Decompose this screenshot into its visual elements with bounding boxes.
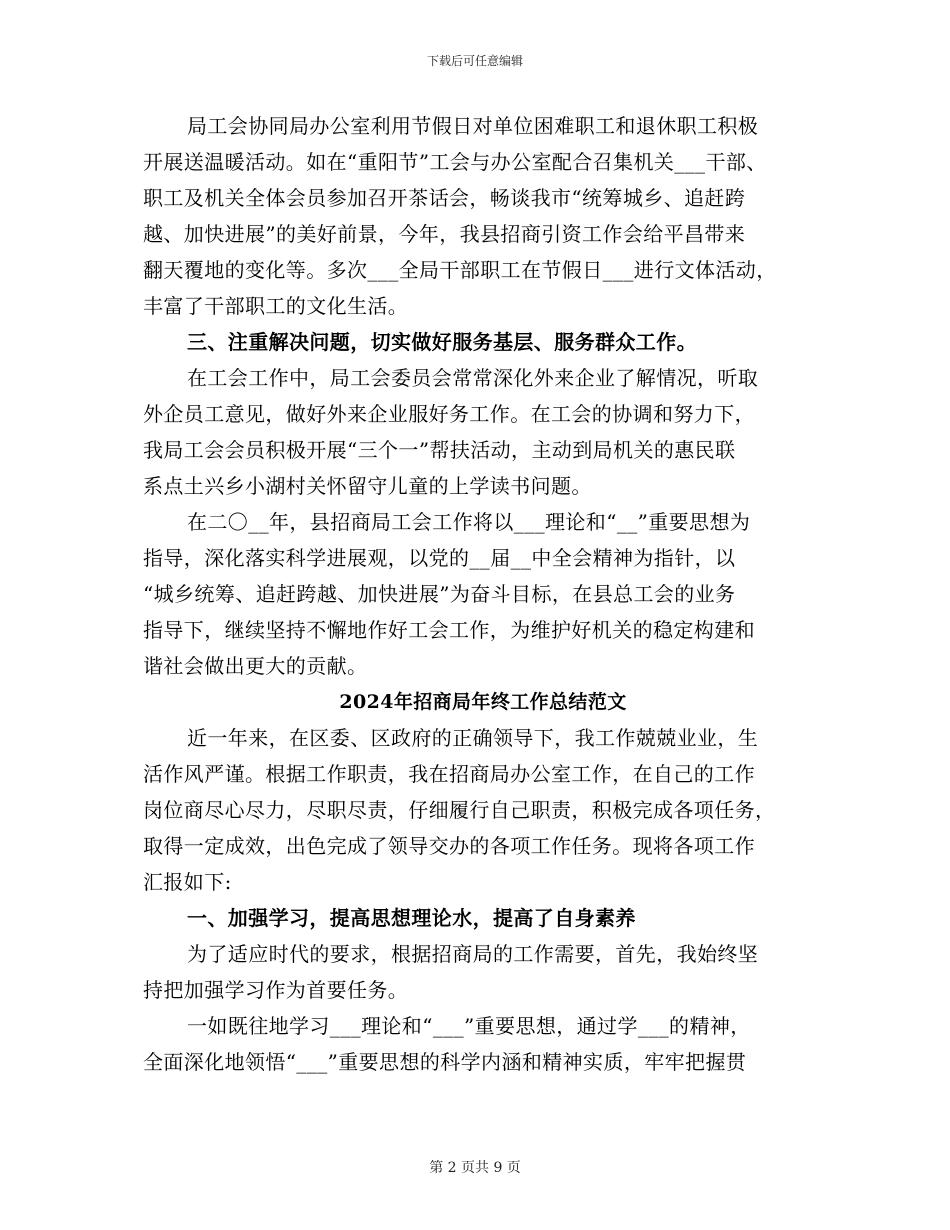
paragraph-line: 翻天覆地的变化等。多次___全局干部职工在节假日___进行文体活动， bbox=[143, 258, 777, 282]
paragraph-line: 汇报如下: bbox=[143, 870, 232, 894]
page-header: 下载后可任意编辑 bbox=[426, 54, 523, 68]
paragraph-line: 职工及机关全体会员参加召开茶话会，畅谈我市“统筹城乡、追赶跨 bbox=[143, 186, 746, 210]
paragraph-line: 取得一定成效，出色完成了领导交办的各项工作任务。现将各项工作 bbox=[143, 834, 755, 858]
section-heading: 一、加强学习，提高思想理论水，提高了自身素养 bbox=[187, 906, 636, 930]
paragraph-line: 为了适应时代的要求，根据招商局的工作需要，首先，我始终坚 bbox=[187, 942, 759, 966]
paragraph-line: 指导下，继续坚持不懈地作好工会工作，为维护好机关的稳定构建和 bbox=[143, 618, 755, 642]
paragraph-line: 越、加快进展”的美好前景，今年，我县招商引资工作会给平昌带来 bbox=[143, 222, 746, 246]
document-title: 2024年招商局年终工作总结范文 bbox=[339, 691, 627, 713]
paragraph-line: 外企员工意见，做好外来企业服好务工作。在工会的协调和努力下， bbox=[143, 402, 755, 426]
paragraph-line: “城乡统筹、追赶跨越、加快进展”为奋斗目标，在县总工会的业务 bbox=[143, 582, 736, 606]
paragraph-line: 丰富了干部职工的文化生活。 bbox=[143, 294, 409, 318]
paragraph-line: 在工会工作中，局工会委员会常常深化外来企业了解情况，听取 bbox=[187, 366, 759, 390]
paragraph-line: 全面深化地领悟“___”重要思想的科学内涵和精神实质，牢牢把握贯 bbox=[143, 1050, 747, 1074]
paragraph-line: 持把加强学习作为首要任务。 bbox=[143, 978, 409, 1002]
paragraph-line: 指导，深化落实科学进展观，以党的__届__中全会精神为指针，以 bbox=[143, 546, 736, 570]
paragraph-line: 局工会协同局办公室利用节假日对单位困难职工和退休职工积极 bbox=[187, 114, 759, 138]
paragraph-line: 岗位商尽心尽力，尽职尽责，仔细履行自己职责，积极完成各项任务， bbox=[143, 798, 776, 822]
paragraph-line: 一如既往地学习___理论和“___”重要思想，通过学___的精神， bbox=[187, 1014, 751, 1038]
paragraph-line: 近一年来，在区委、区政府的正确领导下，我工作兢兢业业，生 bbox=[187, 726, 759, 750]
paragraph-line: 开展送温暖活动。如在“重阳节”工会与办公室配合召集机关___干部、 bbox=[143, 150, 767, 174]
document-body bbox=[143, 108, 823, 1080]
paragraph-line: 在二〇__年，县招商局工会工作将以___理论和“__”重要思想为 bbox=[187, 510, 751, 534]
paragraph-line: 谐社会做出更大的贡献。 bbox=[143, 654, 368, 678]
section-heading: 三、注重解决问题，切实做好服务基层、服务群众工作。 bbox=[187, 330, 697, 354]
paragraph-line: 系点土兴乡小湖村关怀留守儿童的上学读书问题。 bbox=[143, 474, 592, 498]
page-footer: 第 2 页共 9 页 bbox=[429, 1160, 521, 1176]
paragraph-line: 活作风严谨。根据工作职责，我在招商局办公室工作，在自己的工作 bbox=[143, 762, 755, 786]
paragraph-line: 我局工会会员积极开展“三个一”帮扶活动，主动到局机关的惠民联 bbox=[143, 438, 736, 462]
